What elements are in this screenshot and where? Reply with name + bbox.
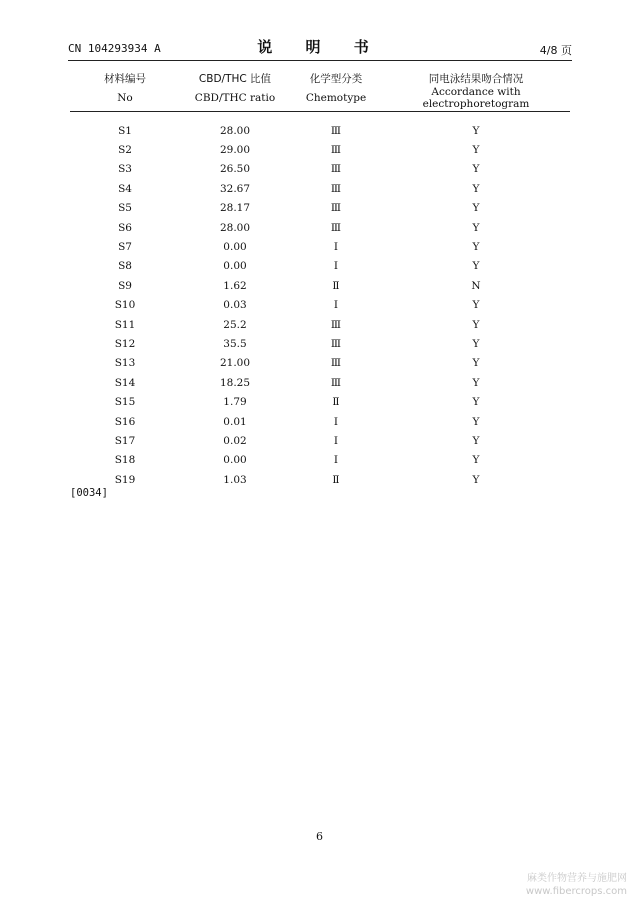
cell-sample-no: S7 [118, 241, 132, 254]
table-row [70, 392, 570, 411]
table-header-cn [70, 68, 570, 88]
cell-chemotype: Ⅲ [330, 357, 342, 370]
cell-ratio: 25.2 [223, 318, 247, 331]
watermark-url: www.fibercrops.com [525, 886, 627, 897]
cell-sample-no: S1 [118, 124, 132, 137]
cell-ratio: 35.5 [223, 337, 247, 350]
cell-sample-no: S6 [118, 221, 132, 234]
cell-accordance: Y [472, 124, 480, 137]
table-row [70, 160, 570, 179]
cell-accordance: Y [472, 202, 480, 215]
cell-accordance: Y [472, 454, 480, 467]
table-row [70, 296, 570, 315]
cell-chemotype: Ⅰ [333, 241, 339, 254]
page-count: 4/8 页 [539, 44, 572, 57]
cell-accordance: Y [472, 473, 480, 486]
cell-accordance: Y [472, 260, 480, 273]
table-row [70, 257, 570, 276]
cell-accordance: Y [472, 415, 480, 428]
table-header-rule [70, 111, 570, 112]
cell-ratio: 28.00 [219, 221, 251, 234]
cell-chemotype: Ⅲ [330, 376, 342, 389]
cell-accordance: Y [472, 144, 480, 157]
cell-sample-no: S12 [114, 337, 136, 350]
cell-sample-no: S3 [118, 163, 132, 176]
cell-chemotype: Ⅱ [332, 396, 340, 409]
header-ratio-en: CBD/THC ratio [194, 92, 276, 104]
table-row [70, 199, 570, 218]
header-chemotype-cn: 化学型分类 [309, 72, 363, 85]
cell-chemotype: Ⅰ [333, 299, 339, 312]
table-row [70, 315, 570, 334]
cell-sample-no: S15 [114, 396, 136, 409]
cell-chemotype: Ⅲ [330, 337, 342, 350]
document-title: 说 明 书 [257, 38, 383, 56]
table-row [70, 140, 570, 159]
table-row [70, 354, 570, 373]
cell-sample-no: S19 [114, 473, 136, 486]
page-number: 6 [316, 830, 323, 843]
cell-accordance: N [471, 279, 481, 292]
cell-sample-no: S14 [114, 376, 136, 389]
cell-ratio: 28.00 [219, 124, 251, 137]
cell-chemotype: Ⅲ [330, 144, 342, 157]
cell-ratio: 0.01 [223, 415, 247, 428]
cell-accordance: Y [472, 434, 480, 447]
cell-accordance: Y [472, 396, 480, 409]
cell-accordance: Y [472, 221, 480, 234]
table-body [70, 121, 570, 489]
cell-ratio: 0.02 [223, 434, 247, 447]
cell-sample-no: S11 [114, 318, 136, 331]
watermark [526, 872, 627, 898]
cell-sample-no: S5 [118, 202, 132, 215]
table-row [70, 218, 570, 237]
cell-chemotype: Ⅲ [330, 124, 342, 137]
cell-accordance: Y [472, 182, 480, 195]
table-row [70, 276, 570, 295]
table-row [70, 373, 570, 392]
cell-sample-no: S13 [114, 357, 136, 370]
cell-ratio: 0.03 [223, 299, 247, 312]
header-no-cn: 材料编号 [104, 72, 146, 85]
cell-chemotype: Ⅲ [330, 182, 342, 195]
table-header-en [70, 88, 570, 108]
table-row [70, 121, 570, 140]
cell-sample-no: S2 [118, 144, 132, 157]
cell-chemotype: Ⅰ [333, 454, 339, 467]
cell-chemotype: Ⅲ [330, 202, 342, 215]
cell-chemotype: Ⅱ [332, 279, 340, 292]
cell-ratio: 1.79 [223, 396, 247, 409]
cell-chemotype: Ⅰ [333, 434, 339, 447]
paragraph-marker: [0034] [70, 487, 108, 499]
cell-chemotype: Ⅱ [332, 473, 340, 486]
table-row [70, 451, 570, 470]
cell-sample-no: S9 [118, 279, 132, 292]
table-row [70, 412, 570, 431]
header-ratio-cn: CBD/THC 比值 [198, 72, 272, 85]
cell-sample-no: S8 [118, 260, 132, 273]
cell-ratio: 28.17 [219, 202, 251, 215]
cell-ratio: 29.00 [219, 144, 251, 157]
cell-accordance: Y [472, 241, 480, 254]
header-divider [68, 60, 572, 61]
cell-chemotype: Ⅲ [330, 163, 342, 176]
cell-ratio: 1.03 [223, 473, 247, 486]
cell-sample-no: S4 [118, 182, 132, 195]
table-row [70, 237, 570, 256]
table-row [70, 470, 570, 489]
cell-ratio: 21.00 [219, 357, 251, 370]
cell-accordance: Y [472, 337, 480, 350]
page-header [68, 36, 572, 58]
cell-ratio: 18.25 [219, 376, 251, 389]
cell-accordance: Y [472, 299, 480, 312]
cell-sample-no: S17 [114, 434, 136, 447]
header-accordance-en: Accordance with electrophoretogram [422, 86, 530, 110]
cell-sample-no: S18 [114, 454, 136, 467]
cell-ratio: 26.50 [219, 163, 251, 176]
cell-accordance: Y [472, 376, 480, 389]
cell-chemotype: Ⅲ [330, 221, 342, 234]
header-no-en: No [117, 92, 133, 104]
cell-ratio: 0.00 [223, 241, 247, 254]
table-row [70, 431, 570, 450]
cell-chemotype: Ⅰ [333, 260, 339, 273]
patent-number: CN 104293934 A [68, 42, 161, 55]
cell-sample-no: S10 [114, 299, 136, 312]
cell-ratio: 0.00 [223, 260, 247, 273]
results-table [70, 68, 570, 489]
cell-sample-no: S16 [114, 415, 136, 428]
cell-ratio: 1.62 [223, 279, 247, 292]
watermark-text: 麻类作物营养与施肥网 [527, 873, 627, 884]
header-chemotype-en: Chemotype [305, 92, 367, 104]
cell-ratio: 0.00 [223, 454, 247, 467]
cell-chemotype: Ⅲ [330, 318, 342, 331]
cell-chemotype: Ⅰ [333, 415, 339, 428]
cell-ratio: 32.67 [219, 182, 251, 195]
cell-accordance: Y [472, 163, 480, 176]
cell-accordance: Y [472, 357, 480, 370]
table-row [70, 179, 570, 198]
cell-accordance: Y [472, 318, 480, 331]
table-row [70, 334, 570, 353]
header-accordance-cn: 同电泳结果吻合情况 [428, 72, 524, 85]
